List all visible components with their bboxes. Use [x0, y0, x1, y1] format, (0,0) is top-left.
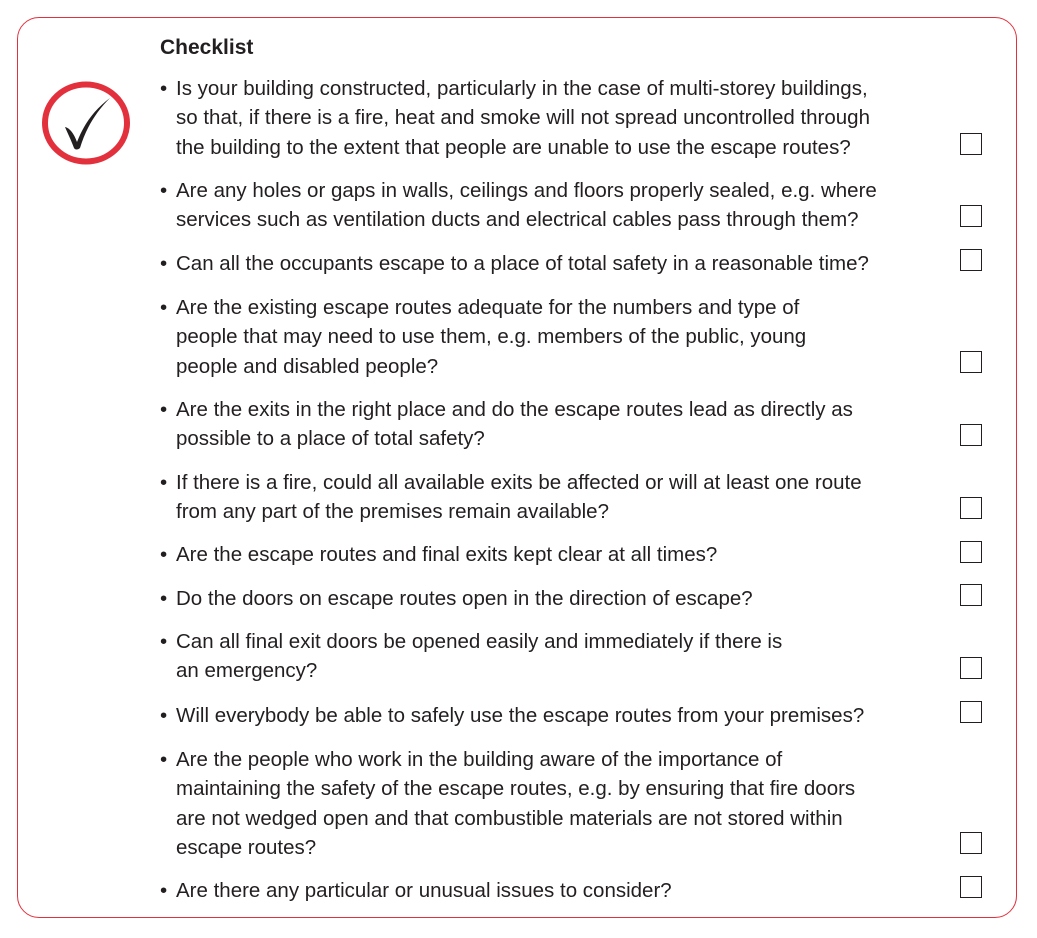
checklist-checkbox[interactable]	[960, 249, 982, 271]
checklist-item	[160, 468, 950, 527]
checklist-item-text: Are there any particular or unusual issues to consider?	[176, 879, 672, 902]
bullet: •	[160, 77, 168, 100]
checklist-item	[160, 249, 950, 278]
checkmark-circle-icon	[40, 80, 132, 166]
checklist-checkbox[interactable]	[960, 657, 982, 679]
checklist-checkbox[interactable]	[960, 497, 982, 519]
checklist-checkbox[interactable]	[960, 584, 982, 606]
checklist-checkbox[interactable]	[960, 351, 982, 373]
checklist-checkbox[interactable]	[960, 832, 982, 854]
bullet: •	[160, 704, 168, 727]
checklist-item-text: Can all final exit doors be opened easily and immediately if there is an emergency?	[176, 630, 783, 683]
checklist-checkbox[interactable]	[960, 701, 982, 723]
checklist-item	[160, 74, 950, 162]
bullet: •	[160, 630, 168, 653]
checklist-checkbox[interactable]	[960, 876, 982, 898]
checklist-item-text: Will everybody be able to safely use the escape routes from your premises?	[176, 704, 865, 727]
checklist-checkbox[interactable]	[960, 205, 982, 227]
bullet: •	[160, 398, 168, 421]
checklist-checkbox[interactable]	[960, 424, 982, 446]
checklist-item	[160, 540, 950, 569]
checklist-item	[160, 584, 950, 613]
checklist-item	[160, 876, 950, 905]
checklist-title: Checklist	[160, 36, 254, 59]
checklist-item-text: Do the doors on escape routes open in the direction of escape?	[176, 587, 753, 610]
checklist-item-text: If there is a fire, could all available exits be affected or will at least one route from any part of the premises remain available?	[176, 471, 862, 524]
checklist-item	[160, 395, 950, 454]
checklist-item	[160, 745, 950, 862]
bullet: •	[160, 879, 168, 902]
bullet: •	[160, 296, 168, 319]
checklist-item-text: Are the exits in the right place and do the escape routes lead as directly as possible to a place of total safety?	[176, 398, 853, 451]
bullet: •	[160, 471, 168, 494]
checklist-checkbox[interactable]	[960, 133, 982, 155]
bullet: •	[160, 252, 168, 275]
checklist-item-text: Are the people who work in the building aware of the importance of maintaining the safety of the escape routes, e.g. by ensuring that fire doors are not wedged open and that combustible materials are not stored within escape routes?	[176, 748, 856, 859]
bullet: •	[160, 543, 168, 566]
checklist-item-text: Are any holes or gaps in walls, ceilings and floors properly sealed, e.g. where services such as ventilation ducts and electrical cables pass through them?	[176, 179, 877, 232]
checklist-item	[160, 176, 950, 235]
checklist-item-text: Can all the occupants escape to a place of total safety in a reasonable time?	[176, 252, 869, 275]
bullet: •	[160, 587, 168, 610]
checklist-item-text: Are the escape routes and final exits kept clear at all times?	[176, 543, 718, 566]
bullet: •	[160, 179, 168, 202]
checklist-item-text: Is your building constructed, particularly in the case of multi-storey buildings, so that, if there is a fire, heat and smoke will not spread uncontrolled through the building to the extent that people are unable to use the escape routes?	[176, 77, 870, 159]
checklist-item-text: Are the existing escape routes adequate for the numbers and type of people that may need to use them, e.g. members of the public, young people and disabled people?	[176, 296, 807, 378]
checklist-checkbox[interactable]	[960, 541, 982, 563]
checklist-item	[160, 293, 950, 381]
checklist-item	[160, 701, 950, 730]
checklist-item	[160, 627, 950, 686]
bullet: •	[160, 748, 168, 771]
